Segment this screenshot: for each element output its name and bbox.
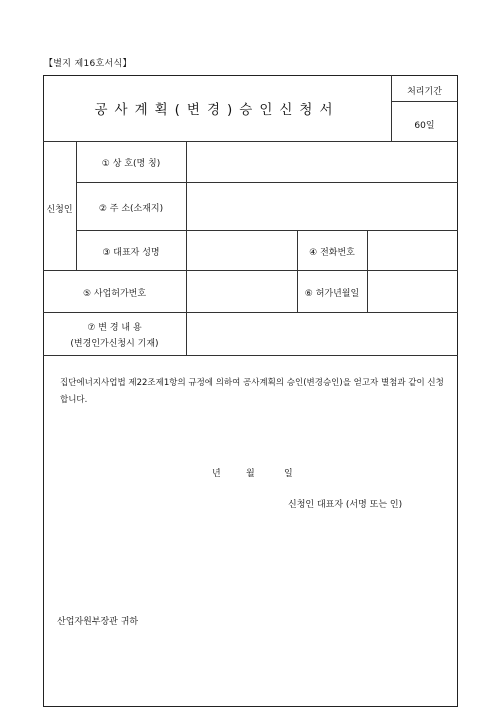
- processing-period-value: 60일: [414, 121, 435, 131]
- phone-number-field[interactable]: [368, 231, 457, 270]
- application-statement: 집단에너지사업법 제22조제1항의 규정에 의하여 공사계획의 승인(변경승인)을 얻고자 별첨과 같이 신청합니다.: [60, 378, 444, 405]
- applicant-signature-line: 신청인 대표자 (서명 또는 인): [288, 500, 403, 510]
- form-number-label: 【별지 제16호서식】: [44, 59, 132, 69]
- phone-number-label: ④ 전화번호: [309, 248, 355, 258]
- permit-date-label: ⑥ 허가년월일: [304, 289, 360, 299]
- applicant-group-label: 신청인: [46, 205, 73, 215]
- representative-name-label: ③ 대표자 성명: [102, 248, 160, 258]
- date-year-label: 년: [212, 469, 221, 479]
- change-details-field[interactable]: [187, 313, 457, 355]
- business-permit-number-field[interactable]: [187, 271, 297, 312]
- address-label: ② 주 소(소재지): [98, 204, 164, 214]
- divider-change-row: [43, 355, 458, 356]
- permit-date-field[interactable]: [368, 271, 457, 312]
- date-month-label: 월: [246, 469, 255, 479]
- form-title: 공사계획(변경)승인신청서: [94, 102, 340, 118]
- company-name-field[interactable]: [187, 142, 457, 182]
- divider-middle-column: [297, 230, 298, 312]
- change-details-note: (변경인가신청시 기재): [70, 339, 159, 349]
- change-details-label: ⑦ 변 경 내 용: [87, 323, 142, 333]
- business-permit-number-label: ⑤ 사업허가번호: [82, 289, 147, 299]
- company-name-label: ① 상 호(명 칭): [101, 159, 161, 169]
- address-field[interactable]: [187, 183, 457, 230]
- date-day-label: 일: [284, 469, 293, 479]
- representative-name-field[interactable]: [187, 231, 297, 270]
- divider-processing: [391, 101, 458, 102]
- processing-period-label: 처리기간: [407, 87, 442, 97]
- recipient-label: 산업자원부장관 귀하: [57, 617, 139, 627]
